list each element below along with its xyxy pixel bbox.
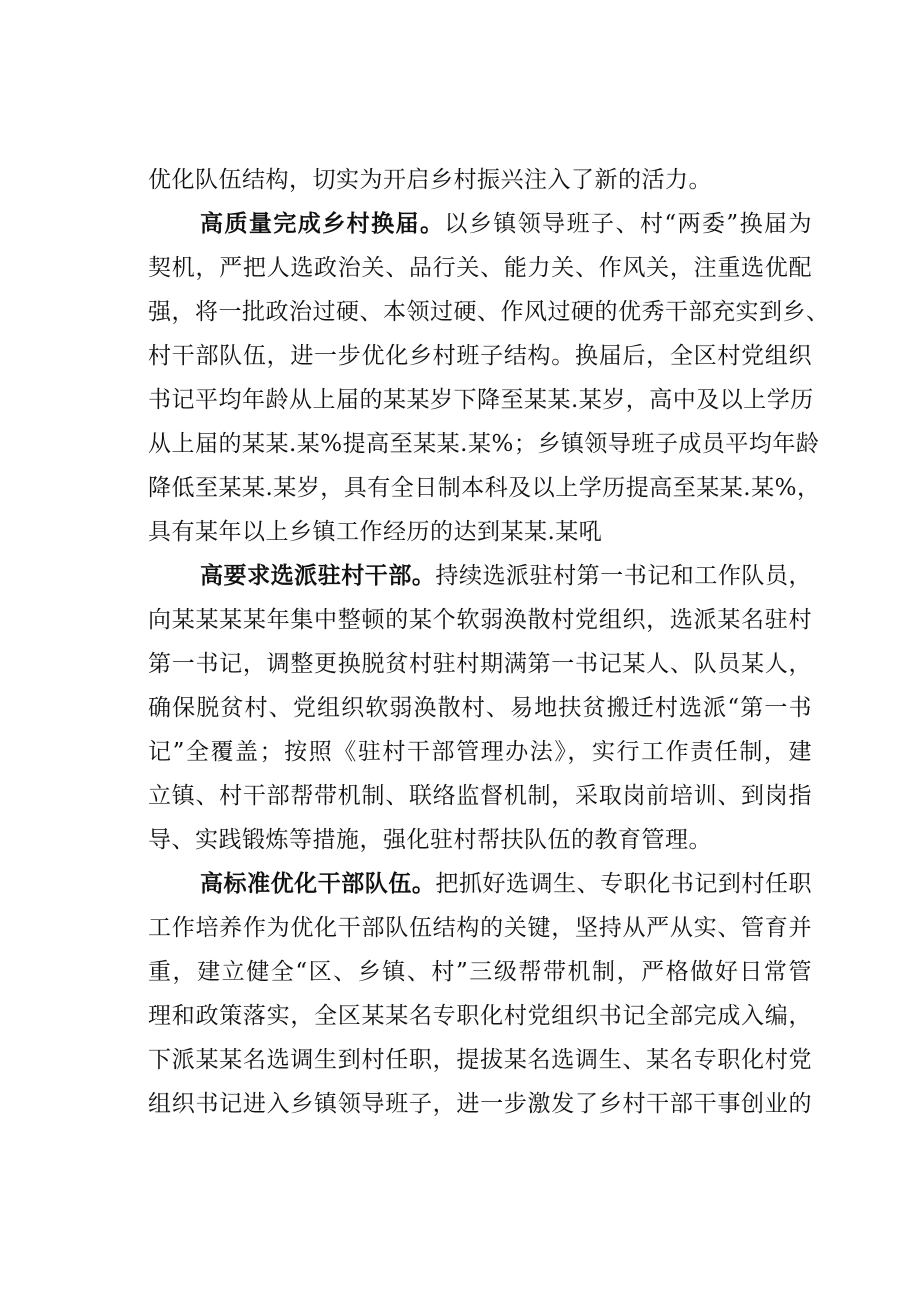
text-run: 持续选派驻村第一书记和工作队员， (435, 563, 813, 589)
paragraph-cadre-team (148, 862, 812, 1126)
text-line: 强，将一批政治过硬、本领过硬、作风过硬的优秀干部充实到乡、 (148, 299, 830, 325)
text-line: 理和政策落实，全区某某名专职化村党组织书记全部完成入编， (148, 1003, 812, 1029)
paragraph-continuation (148, 158, 812, 202)
text-line: 优化队伍结构，切实为开启乡村振兴注入了新的活力。 (148, 167, 712, 193)
text-run: 把抓好选调生、专职化书记到村任职 (435, 871, 813, 897)
text-line: 书记平均年龄从上届的某某岁下降至某某.某岁，高中及以上学历 (148, 387, 814, 413)
text-line: 确保脱贫村、党组织软弱涣散村、易地扶贫搬迁村选派“第一书 (148, 695, 812, 721)
text-line: 从上届的某某.某%提高至某某.某%；乡镇领导班子成员平均年龄 (148, 431, 820, 457)
paragraph-heading: 高标准优化干部队伍。 (200, 870, 436, 897)
text-line: 重，建立健全“区、乡镇、村”三级帮带机制，严格做好日常管 (148, 959, 812, 985)
text-line: 向某某某某年集中整顿的某个软弱涣散村党组织，选派某名驻村 (148, 607, 812, 633)
text-line: 组织书记进入乡镇领导班子，进一步激发了乡村干部干事创业的 (148, 1091, 812, 1117)
text-line (148, 202, 812, 246)
paragraph-rural-election (148, 202, 830, 554)
text-line: 导、实践锻炼等措施，强化驻村帮扶队伍的教育管理。 (148, 827, 712, 853)
text-line: 村干部队伍，进一步优化乡村班子结构。换届后，全区村党组织 (148, 343, 812, 369)
paragraph-heading: 高质量完成乡村换届。 (200, 210, 445, 237)
text-run: 以乡镇领导班子、村“两委”换届为 (444, 211, 812, 237)
text-line (148, 862, 812, 906)
text-line: 第一书记，调整更换脱贫村驻村期满第一书记某人、队员某人， (148, 651, 812, 677)
text-line (148, 554, 812, 598)
text-line: 契机，严把人选政治关、品行关、能力关、作风关，注重选优配 (148, 255, 812, 281)
text-line: 工作培养作为优化干部队伍结构的关键，坚持从严从实、管育并 (148, 915, 812, 941)
text-line: 下派某某名选调生到村任职，提拔某名选调生、某名专职化村党 (148, 1047, 812, 1073)
document-page (148, 158, 830, 1126)
paragraph-village-cadres (148, 554, 812, 862)
text-line: 立镇、村干部帮带机制、联络监督机制，采取岗前培训、到岗指 (148, 783, 812, 809)
text-line: 具有某年以上乡镇工作经历的达到某某.某吼 (148, 519, 603, 545)
text-line: 记”全覆盖；按照《驻村干部管理办法》，实行工作责任制，建 (148, 739, 812, 765)
paragraph-heading: 高要求选派驻村干部。 (200, 562, 436, 589)
text-line: 降低至某某.某岁，具有全日制本科及以上学历提高至某某.某%， (148, 475, 821, 501)
